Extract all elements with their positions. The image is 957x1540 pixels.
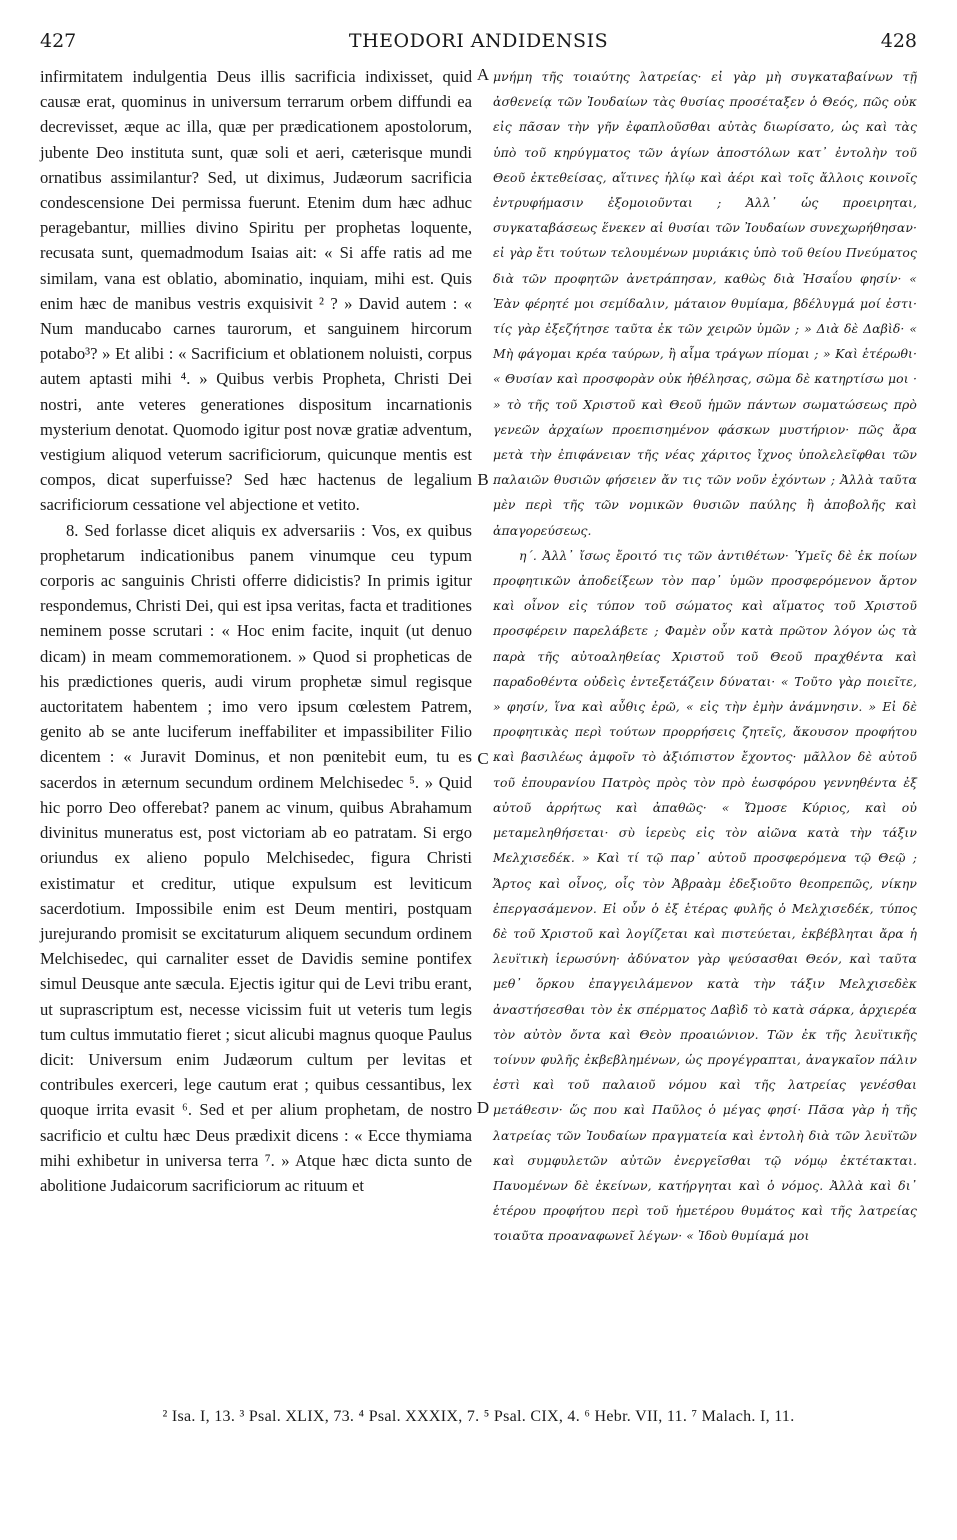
greek-paragraph: η΄. Ἀλλ᾽ ἴσως ἔροιτό τις τῶν ἀντιθέτων· Ὑμεῖς δὲ ἐκ ποίων προφητικῶν ἀποδείξεων τὸν παρ᾽ ὑμῶν προσφερόμενον ἄρτον καὶ οἶνον εἰς τύπον τοῦ σώματος καὶ αἵματος τοῦ Χριστοῦ προσφέρειν παρελάβετε ; Φαμὲν οὖν κατὰ πρῶτον λόγον ὡς τὰ παρὰ τῆς αὐτοαληθείας Χριστοῦ τοῦ Θεοῦ πραχθέντα καὶ παραδοθέντα οὐδεὶς ἐντεξετάζειν δύναται· « Τοῦτο γὰρ ποιεῖτε, » φησίν, ἵνα καὶ αὖθις ἐρῶ, « εἰς τὴν ἐμὴν ἀνάμνησιν. » Εἰ δὲ προφητικὰς περὶ τούτων προρρήσεις ζητεῖς, ἄκουσον προφήτου καὶ βασιλέως ἀμφοῖν τὸ ἀξιόπιστον ἔχοντος· μᾶλλον δὲ αὐτοῦ τοῦ ἐπουρανίου Πατρὸς πρὸς τὸν πρὸ ἑωσφόρου γεννηθέντα ἐξ αὐτοῦ ἀρρήτως καὶ ἀπαθῶς· « Ὤμοσε Κύριος, καὶ οὐ μεταμεληθήσεται· σὺ ἱερεὺς εἰς τὸν αἰῶνα κατὰ τὴν τάξιν Μελχισεδέκ. » Καὶ τί τῷ παρ᾽ αὐτοῦ προσφερόμενα τῷ Θεῷ ; Ἄρτος καὶ οἶνος, οἷς τὸν Ἀβραὰμ ἐδεξιοῦτο θεοπρεπῶς, νίκην ἐπεργασάμενον. Εἰ οὖν ὁ ἐξ ἑτέρας φυλῆς ὁ Μελχισεδέκ, τύπος δὲ τοῦ Χριστοῦ καὶ λογίζεται καὶ πιστεύεται, ἐκβέβληται ἄρα ἡ λευϊτικὴ ἱερωσύνη· ἀδύνατον γὰρ ψεύσασθαι Θεόν, καὶ ταῦτα μεθ᾽ ὅρκου ἐπαγγειλάμενον κατὰ τὴν τάξιν Μελχισεδὲκ ἀναστήσεσθαι τὸν ἐκ σπέρματος Δαβὶδ τὸ κατὰ σάρκα, ἀρχιερέα τὸν αὐτὸν ὄντα καὶ Θεὸν προαιώνιον. Τῶν ἐκ τῆς λευϊτικῆς τοίνυν φυλῆς ἐκβεβλημένων, ὡς προγέγραπται, ἀναγκαῖον πάλιν ἐστὶ καὶ τοῦ παλαιοῦ νόμου καὶ τῆς λατρείας γενέσθαι μετάθεσιν· ὥς που καὶ Παῦλος ὁ μέγας φησί· Πᾶσα γὰρ ἡ τῆς λατρείας τῶν Ἰουδαίων πραγματεία καὶ ἐντολὴ διὰ τῶν λευϊτῶν καὶ συμφυλετῶν αὐτῶν ἐνεργεῖσθαι τῷ νόμῳ ἐκτέτακται. Παυομένων δὲ ἐκείνων, κατήργηται καὶ ὁ νόμος. Ἀλλὰ καὶ δι᾽ ἑτέρου προφήτου περὶ τοῦ ἡμετέρου θυμάτος καὶ τῆς λατρείας τοιαῦτα προαναφωνεῖ λέγων· « Ἰδοὺ θυμίαμά μοι [493,547,917,1244]
margin-marker-a: A [476,65,490,84]
margin-marker-c: C [477,749,489,768]
page-number-left: 427 [40,30,77,52]
margin-marker-d: D [476,1098,490,1117]
latin-column [40,64,472,1198]
greek-column [493,64,917,1249]
latin-paragraph: infirmitatem indulgentia Deus illis sacrificia indixisset, quid causæ erat, quominus in universum terrarum orbem diffundi ea decrevisset, æque ac illa, quæ per prædicationem apostolorum, jubente Deo instituta sunt, quæ soli et aeri, cæterisque mundi ornatibus assimilantur? Sed, ut diximus, Judæorum sacrificia condescensione Dei permissa fuerunt. Etenim dum hæc adhuc peragebantur, millies divino Spiritu per prophetas loquente, recusata sunt, quemadmodum Isaias ait: « Si affe ratis ad me similam, vana est oblatio, abominatio, inquiam, mihi est. Quis enim hæc de manibus vestris exquisivit ² ? » David autem : « Num manducabo carnes taurorum, et sanguinem hircorum potabo³? » Et alibi : « Sacrificium et oblationem noluisti, corpus autem aptasti mihi ⁴. » Quibus verbis Propheta, Christi Dei nostri, ante veteres generationes dispositum incarnationis mysterium denotat. Quomodo igitur post novæ gratiæ adventum, vestigium aliquod veterum sacrificiorum, quicunque mentis est compos, dicat superfuisse? Sed hæc hactenus de legalium sacrificiorum cessatione vel abjectione et vetito. [40,67,472,515]
footnotes: ² Isa. I, 13. ³ Psal. XLIX, 73. ⁴ Psal. XXXIX, 7. ⁵ Psal. CIX, 4. ⁶ Hebr. VII, 11. ⁷ Malach. I, 11. [162,1408,795,1425]
running-title: THEODORI ANDIDENSIS [348,30,609,52]
page-number-right: 428 [880,30,917,52]
latin-paragraph: 8. Sed forlasse dicet aliquis ex adversariis : Vos, ex quibus prophetarum indicationibus panem vinumque ceu typum corporis ac sanguinis Christi offerre didicistis? In primis igitur respondemus, Christi Dei, qui est ipsa veritas, facta et traditiones neminem posse scrutari : « Hoc enim facite, inquit (ut denuo dicam) in meam commemorationem. » Quod si propheticas de his prædictiones queris, audi virum prophetæ simul regisque auctoritatem habentem ; imo vero ipsum cœlestem Patrem, genito ab se ante luciferum ineffabiliter et impassibiliter Filio dicentem : « Juravit Dominus, et non pœnitebit eum, tu es sacerdos in æternum secundum ordinem Melchisedec ⁵. » Quid hic porro Deo offerebat? panem ac vinum, quibus Abrahamum divinitus muneratus est, post victoriam ab eo patratam. Si ergo oriundus ex alieno populo Melchisedec, figura Christi existimatur et creditur, utique expulsum est leviticum sacerdotium. Impossibile enim est Deum mentiri, postquam jurejurando promisit se excitaturum aliquem secundum ordinem Melchisedec, qui carnaliter esset de Davidis semine pontifex simul Deusque ante sæcula. Ejectis igitur qui de Levi tribu erant, ut suprascriptum est, necesse vicissim fuit ut veteris tum legis tum cultus immutatio fieret ; sicut alicubi magnus quoque Paulus dicit: Universum enim Judæorum cultum per levitas et contribules exerceri, lege cautum erat ; quibus cessantibus, lex quoque irrita evasit ⁶. Sed et per alium prophetam, de nostro sacrificio et cultu hæc Deus prædixit dicens : « Ecce thymiama mihi exhibetur in universa terra ⁷. » Atque hæc dicta sunto de abolitione Judaicorum sacrificiorum ac rituum et [40,520,472,1195]
margin-marker-b: B [477,470,489,489]
page-header [40,30,917,56]
greek-paragraph: μνήμη τῆς τοιαύτης λατρείας· εἰ γὰρ μὴ συγκαταβαίνων τῇ ἀσθενείᾳ τῶν Ἰουδαίων τὰς θυσίας προσέταξεν ὁ Θεός, πῶς οὐκ εἰς πᾶσαν τὴν γῆν ἐφαπλοῦσθαι αὐτὰς διωρίσατο, ὡς καὶ τὰς ὑπὸ τοῦ κηρύγματος τῶν ἁγίων ἀποστόλων κατ᾽ ἐντολὴν τοῦ Θεοῦ ἐκτεθείσας, αἵτινες ἡλίῳ καὶ ἀέρι καὶ τοῖς ἄλλοις κοινοῖς ἐντρυφήμασιν ἐξομοιοῦνται ; Ἀλλ᾽ ὡς προειρηται, συγκαταβάσεως ἕνεκεν αἱ θυσίαι τῶν Ἰουδαίων συνεχωρήθησαν· εἰ γὰρ ἔτι τούτων τελουμένων μυριάκις ὑπὸ τοῦ θείου Πνεύματος διὰ τῶν προφητῶν ἀνετράπησαν, καθὼς διὰ Ἠσαΐου φησίν· « Ἐὰν φέρητέ μοι σεμίδαλιν, μάταιον θυμίαμα, βδέλυγμά μοί ἐστι· τίς γὰρ ἐξεζήτησε ταῦτα ἐκ τῶν χειρῶν ὑμῶν ; » Διὰ δὲ Δαβὶδ· « Μὴ φάγομαι κρέα ταύρων, ἢ αἷμα τράγων πίομαι ; » Καὶ ἑτέρωθι· « Θυσίαν καὶ προσφορὰν οὐκ ἠθέλησας, σῶμα δὲ κατηρτίσω μοι · » τὸ τῆς τοῦ Χριστοῦ καὶ Θεοῦ ἡμῶν πάντων σωματώσεως πρὸ γενεῶν ἀρχαίων πρoεπισημένον φάσκων μυστήριον· πῶς ἄρα μετὰ τὴν ἐπιφάνειαν τῆς νέας χάριτος ἴχνος ὑπολελεῖφθαι τῶν παλαιῶν θυσιῶν φήσειεν ἄν τις τῶν νοῦν ἐχόντων ; Ἀλλὰ ταῦτα μὲν περὶ τῆς τῶν νομικῶν θυσιῶν παύλης ἢ ἀποβολῆς καὶ ἀπαγορεύσεως. [493,69,917,538]
